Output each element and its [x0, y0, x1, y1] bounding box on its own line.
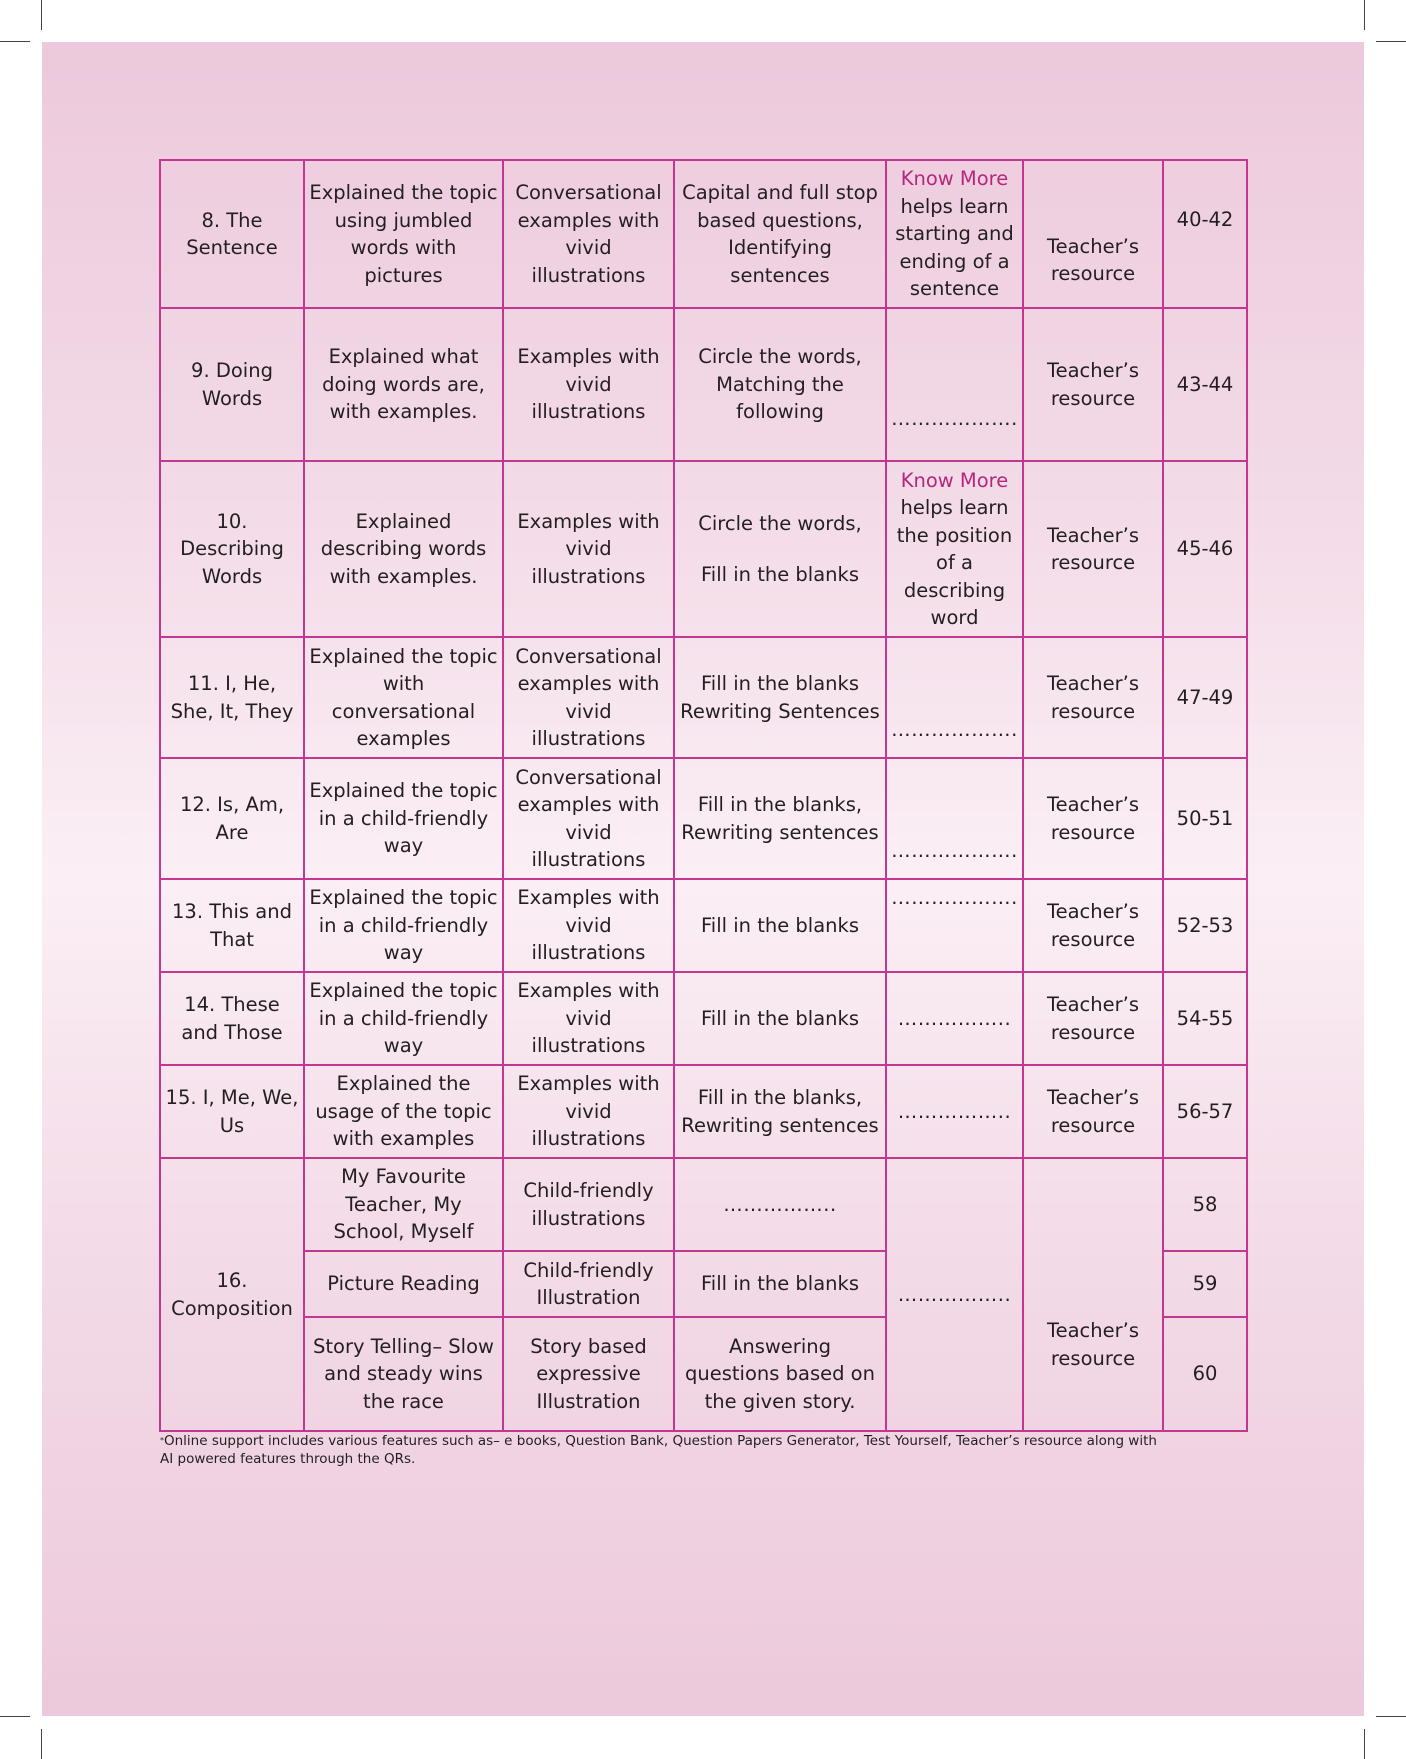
table-row: [160, 308, 1247, 461]
table-row: [160, 758, 1247, 879]
examples-cell: Conversational examples with vivid illustrations: [503, 758, 674, 879]
table-row: [160, 637, 1247, 758]
examples-cell: Examples with vivid illustrations: [503, 972, 674, 1065]
exercises-cell: Fill in the blanks: [674, 972, 886, 1065]
know-more-cell: ……………….: [886, 879, 1023, 972]
crop-mark: [0, 1716, 30, 1717]
know-more-cell: ……………….: [886, 308, 1023, 461]
chapter-name: 13. This and That: [160, 879, 304, 972]
exercises-cell: Fill in the blanks: [674, 879, 886, 972]
explanation-cell: Explained the topic in a child-friendly way: [304, 879, 503, 972]
examples-cell: Examples with vivid illustrations: [503, 308, 674, 461]
exercises-cell: Fill in the blanks, Rewriting sentences: [674, 758, 886, 879]
support-cell: Teacher’s resource: [1023, 461, 1163, 637]
page-range: 40-42: [1163, 160, 1247, 308]
know-more-label: Know More: [900, 468, 1009, 492]
support-cell: Teacher’s resource: [1023, 972, 1163, 1065]
crop-mark: [1376, 1716, 1406, 1717]
explanation-cell: Explained what doing words are, with examples.: [304, 308, 503, 461]
footnote-marker: *: [160, 1436, 164, 1445]
know-more-cell: ……………….: [886, 637, 1023, 758]
crop-mark: [1364, 1729, 1365, 1759]
explanation-cell: Picture Reading: [304, 1251, 503, 1317]
examples-cell: Examples with vivid illustrations: [503, 461, 674, 637]
examples-cell: Child-friendly Illustration: [503, 1251, 674, 1317]
support-cell: Teacher’s resource: [1023, 308, 1163, 461]
footnote-text: Online support includes various features such as– e books, Question Bank, Question Papers Generator, Test Yourself, Teacher’s resource along with AI powered features through the QRs.: [160, 1433, 1157, 1467]
explanation-cell: Explained the topic in a child-friendly way: [304, 972, 503, 1065]
exercises-cell: [674, 461, 886, 637]
examples-cell: Examples with vivid illustrations: [503, 1065, 674, 1158]
examples-cell: Story based expressive Illustration: [503, 1317, 674, 1431]
page-range: 58: [1163, 1158, 1247, 1251]
know-more-cell: [886, 160, 1023, 308]
crop-mark: [0, 41, 30, 42]
page-range: 47-49: [1163, 637, 1247, 758]
crop-mark: [41, 1729, 42, 1759]
know-more-cell: ……………..: [886, 1158, 1023, 1431]
table-row: [160, 1158, 1247, 1251]
exercise-line: Circle the words,: [698, 511, 862, 535]
examples-cell: Child-friendly illustrations: [503, 1158, 674, 1251]
crop-mark: [1364, 0, 1365, 30]
exercises-cell: Circle the words, Matching the following: [674, 308, 886, 461]
exercises-cell: ……………..: [674, 1158, 886, 1251]
syllabus-table: [159, 159, 1248, 1432]
table-row: [160, 972, 1247, 1065]
page-range: 52-53: [1163, 879, 1247, 972]
table-row: [160, 461, 1247, 637]
explanation-cell: My Favourite Teacher, My School, Myself: [304, 1158, 503, 1251]
explanation-cell: Explained describing words with examples.: [304, 461, 503, 637]
table-row: [160, 160, 1247, 308]
know-more-label: Know More: [900, 167, 1009, 191]
examples-cell: Conversational examples with vivid illustrations: [503, 160, 674, 308]
support-cell: Teacher’s resource: [1023, 1158, 1163, 1431]
page-range: 59: [1163, 1251, 1247, 1317]
know-more-cell: ……………….: [886, 758, 1023, 879]
know-more-cell: ……………..: [886, 1065, 1023, 1158]
explanation-cell: Story Telling– Slow and steady wins the race: [304, 1317, 503, 1431]
page-range: 43-44: [1163, 308, 1247, 461]
page-range: 54-55: [1163, 972, 1247, 1065]
chapter-name: 16. Composition: [160, 1158, 304, 1431]
exercises-cell: Fill in the blanks: [674, 1251, 886, 1317]
crop-mark: [1376, 41, 1406, 42]
exercises-cell: Capital and full stop based questions, Identifying sentences: [674, 160, 886, 308]
know-more-cell: [886, 461, 1023, 637]
chapter-name: 15. I, Me, We, Us: [160, 1065, 304, 1158]
chapter-name: 9. Doing Words: [160, 308, 304, 461]
table-row: [160, 1065, 1247, 1158]
support-cell: Teacher’s resource: [1023, 879, 1163, 972]
support-cell: Teacher’s resource: [1023, 637, 1163, 758]
know-more-text: helps learn the position of a describing word: [896, 496, 1013, 629]
chapter-name: 10. Describing Words: [160, 461, 304, 637]
support-cell: Teacher’s resource: [1023, 1065, 1163, 1158]
explanation-cell: Explained the topic in a child-friendly way: [304, 758, 503, 879]
exercises-cell: Fill in the blanks Rewriting Sentences: [674, 637, 886, 758]
exercises-cell: Fill in the blanks, Rewriting sentences: [674, 1065, 886, 1158]
page-range: 50-51: [1163, 758, 1247, 879]
exercises-cell: Answering questions based on the given story.: [674, 1317, 886, 1431]
examples-cell: Conversational examples with vivid illustrations: [503, 637, 674, 758]
support-cell: Teacher’s resource: [1023, 160, 1163, 308]
crop-mark: [41, 0, 42, 30]
page-range: 56-57: [1163, 1065, 1247, 1158]
explanation-cell: Explained the usage of the topic with examples: [304, 1065, 503, 1158]
explanation-cell: Explained the topic with conversational examples: [304, 637, 503, 758]
chapter-name: 12. Is, Am, Are: [160, 758, 304, 879]
know-more-text: helps learn starting and ending of a sentence: [895, 194, 1014, 301]
examples-cell: Examples with vivid illustrations: [503, 879, 674, 972]
chapter-name: 8. The Sentence: [160, 160, 304, 308]
table-row: [160, 879, 1247, 972]
explanation-cell: Explained the topic using jumbled words with pictures: [304, 160, 503, 308]
page-range: 45-46: [1163, 461, 1247, 637]
exercise-line: Fill in the blanks: [701, 563, 859, 586]
chapter-name: 11. I, He, She, It, They: [160, 637, 304, 758]
page-range: 60: [1163, 1317, 1247, 1431]
chapter-name: 14. These and Those: [160, 972, 304, 1065]
support-cell: Teacher’s resource: [1023, 758, 1163, 879]
footnote: [160, 1432, 1160, 1468]
know-more-cell: ……………..: [886, 972, 1023, 1065]
